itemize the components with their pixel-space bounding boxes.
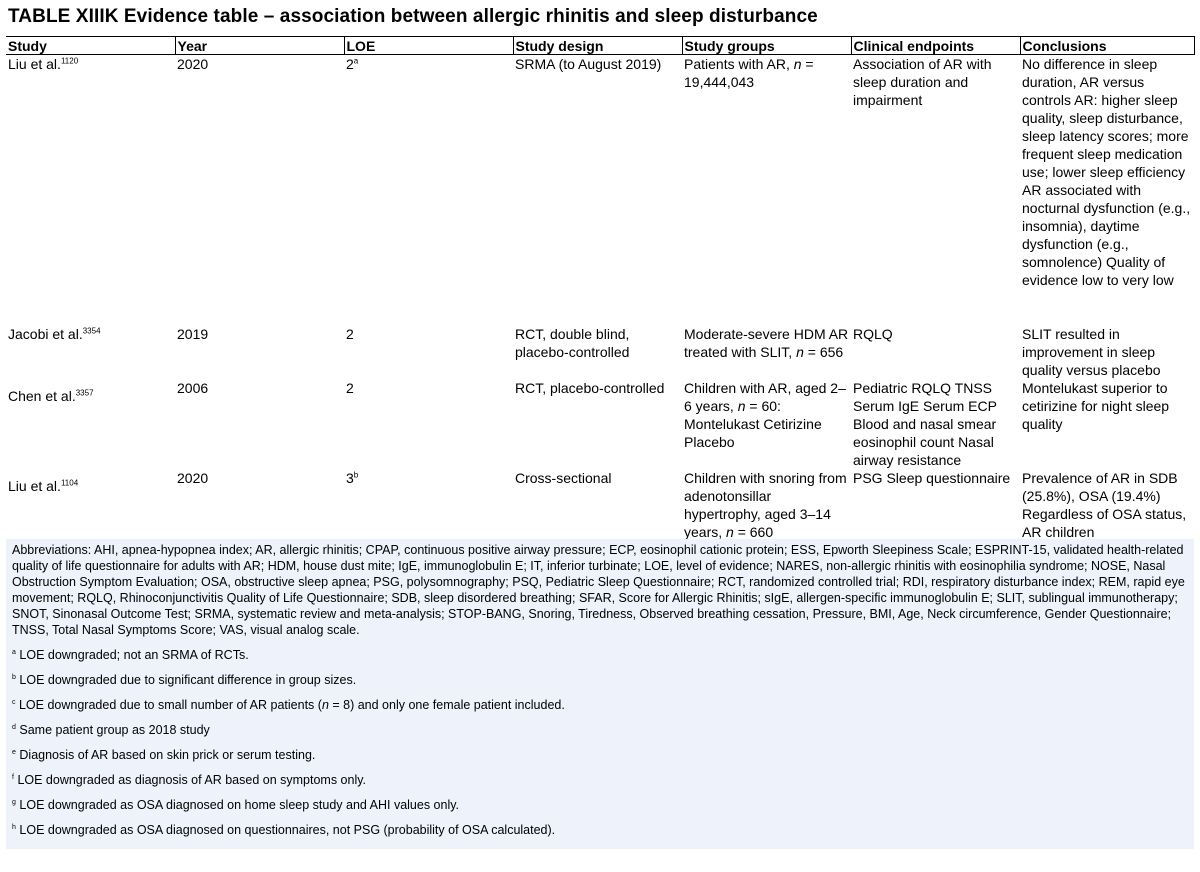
footnote-item	[12, 697, 1188, 713]
table-row	[6, 325, 1194, 379]
study-groups-cell	[682, 325, 851, 379]
loe-cell	[344, 379, 513, 469]
study-cell	[6, 379, 175, 469]
footnote-text: LOE downgraded as diagnosis of AR based on symptoms only.	[17, 773, 367, 787]
groups-text: Patients with AR,	[684, 56, 794, 72]
study-design-cell: Cross-sectional	[515, 469, 612, 486]
footnote-text: Same patient group as 2018 study	[19, 723, 210, 737]
groups-count: = 60: Montelukast Cetirizine Placebo	[684, 397, 822, 450]
footnote-text: LOE downgraded due to significant difference in group sizes.	[19, 673, 357, 687]
conclusions-cell: No difference in sleep duration, AR versus controls AR: higher sleep quality, sleep disturbance, sleep latency scores; more frequent sleep medication use; lower sleep efficiency AR associated with nocturnal dysfunction (e.g., insomnia), daytime dysfunction (e.g., somnolence) Quality of evidence low to very low	[1022, 56, 1191, 288]
n-symbol: n	[796, 343, 804, 360]
study-groups-cell	[682, 55, 851, 325]
study-design-cell: RCT, double blind, placebo-controlled	[515, 325, 630, 360]
clinical-endpoints-cell: Association of AR with sleep duration and impairment	[853, 56, 992, 108]
study-design-cell: SRMA (to August 2019)	[515, 56, 662, 72]
n-symbol: n	[737, 397, 746, 414]
clinical-endpoints-cell: Pediatric RQLQ TNSS Serum IgE Serum ECP Blood and nasal smear eosinophil count Nasal airway resistance	[853, 379, 997, 468]
header-clinical-endpoints: Clinical endpoints	[851, 37, 1020, 55]
loe-cell	[344, 325, 513, 379]
loe-value: 2	[346, 325, 354, 342]
study-name: Jacobi et al.	[8, 325, 83, 342]
header-study-groups: Study groups	[682, 37, 851, 55]
footnote-item	[12, 822, 1188, 838]
study-name: Liu et al.	[8, 56, 61, 72]
table-row	[6, 55, 1194, 325]
abbreviations-text: Abbreviations: AHI, apnea-hypopnea index; AR, allergic rhinitis; CPAP, continuous positive airway pressure; ECP, eosinophil cationic protein; ESS, Epworth Sleepiness Scale; ESPRINT-15, validated health-related quality of life questionnaire for adults with AR; HDM, house dust mite; IgE, immunoglobulin E; IT, inferior turbinate; LOE, level of evidence; NARES, non-allergic rhinitis with eosinophilia syndrome; NOSE, Nasal Obstruction Symptom Evaluation; OSA, obstructive sleep apnea; PSG, polysomnography; PSQ, Pediatric Sleep Questionnaire; RCT, randomized controlled trial; RDI, respiratory disturbance index; REM, rapid eye movement; RQLQ, Rhinoconjunctivitis Quality of Life Questionnaire; SDB, sleep disordered breathing; SFAR, Score for Allergic Rhinitis; sIgE, allergen-specific immunoglobulin E; SLIT, sublingual immunotherapy; SNOT, Sinonasal Outcome Test; SRMA, systematic review and meta-analysis; STOP-BANG, Snoring, Tiredness, Observed breathing cessation, Pressure, BMI, Age, Neck circumference, Gender Questionnaire; TNSS, Total Nasal Symptoms Score; VAS, visual analog scale.	[12, 543, 1185, 637]
year-cell: 2006	[177, 379, 209, 396]
footnote-item	[12, 672, 1188, 688]
footnote-text: LOE downgraded as OSA diagnosed on questionnaires, not PSG (probability of OSA calculated).	[19, 823, 556, 837]
reference-number: 3354	[82, 325, 101, 335]
footnote-mark: e	[12, 748, 16, 756]
header-year: Year	[175, 37, 344, 55]
conclusions-cell: Montelukast superior to cetirizine for night sleep quality	[1022, 379, 1170, 432]
evidence-table	[6, 36, 1195, 541]
footnote-mark: d	[12, 723, 16, 731]
footnote-item	[12, 722, 1188, 738]
conclusions-cell: Prevalence of AR in SDB (25.8%), OSA (19.4%) Regardless of OSA status, AR children	[1022, 469, 1187, 540]
loe-footnote-mark: b	[353, 469, 359, 479]
reference-number: 1120	[60, 56, 79, 66]
groups-text: Children with AR, aged 2–6 years,	[684, 379, 846, 414]
table-header-row	[6, 37, 1194, 55]
groups-count: = 19,444,043	[684, 56, 814, 90]
loe-cell	[344, 469, 513, 541]
header-loe: LOE	[344, 37, 513, 55]
footnote-item	[12, 647, 1188, 663]
reference-number: 1104	[60, 477, 79, 487]
study-name: Liu et al.	[8, 477, 61, 494]
table-row	[6, 469, 1194, 541]
year-cell: 2020	[177, 469, 209, 486]
loe-cell	[344, 55, 513, 325]
footnote-text: = 8) and only one female patient included.	[328, 698, 565, 712]
n-symbol: n	[726, 523, 734, 540]
loe-value: 2	[346, 56, 354, 72]
loe-value: 3	[346, 469, 354, 486]
footnote-item	[12, 797, 1188, 813]
footnote-text: Diagnosis of AR based on skin prick or serum testing.	[19, 748, 316, 762]
footnote-text: LOE downgraded as OSA diagnosed on home sleep study and AHI values only.	[19, 798, 460, 812]
study-groups-cell	[682, 469, 851, 541]
n-symbol: n	[321, 698, 329, 712]
year-cell: 2020	[177, 56, 209, 72]
footnote-item	[12, 772, 1188, 788]
clinical-endpoints-cell: RQLQ	[853, 325, 893, 342]
table-footnotes	[6, 539, 1194, 849]
clinical-endpoints-cell: PSG Sleep questionnaire	[853, 469, 1011, 486]
footnote-item	[12, 747, 1188, 763]
footnote-text: LOE downgraded due to small number of AR patients (	[18, 698, 322, 712]
groups-text: Children with snoring from adenotonsillar hypertrophy, aged 3–14 years,	[684, 469, 847, 540]
footnote-text: LOE downgraded; not an SRMA of RCTs.	[19, 648, 249, 662]
groups-count: = 656	[803, 343, 844, 360]
groups-text: Moderate-severe HDM AR treated with SLIT,	[684, 325, 849, 360]
loe-footnote-mark: a	[353, 56, 359, 66]
footnote-mark: a	[12, 648, 16, 656]
header-conclusions: Conclusions	[1020, 37, 1194, 55]
study-design-cell: RCT, placebo-controlled	[515, 379, 665, 396]
header-study-design: Study design	[513, 37, 682, 55]
groups-count: = 660	[733, 523, 774, 540]
loe-value: 2	[346, 379, 354, 396]
table-title: TABLE XIIIK Evidence table – association between allergic rhinitis and sleep disturbance	[8, 6, 818, 27]
table-row	[6, 379, 1194, 469]
study-name: Chen et al.	[8, 387, 76, 404]
reference-number: 3357	[75, 387, 94, 397]
year-cell: 2019	[177, 325, 209, 342]
header-study: Study	[6, 37, 175, 55]
footnote-mark: h	[12, 823, 16, 831]
study-groups-cell	[682, 379, 851, 469]
n-symbol: n	[793, 56, 802, 72]
study-cell	[6, 325, 175, 379]
footnote-mark: b	[12, 673, 16, 681]
conclusions-cell: SLIT resulted in improvement in sleep quality versus placebo	[1022, 325, 1161, 378]
footnote-mark: g	[12, 798, 16, 806]
footnote-mark: f	[12, 773, 14, 781]
study-cell	[6, 469, 175, 541]
study-cell	[6, 55, 175, 325]
footnote-mark: c	[12, 698, 16, 706]
